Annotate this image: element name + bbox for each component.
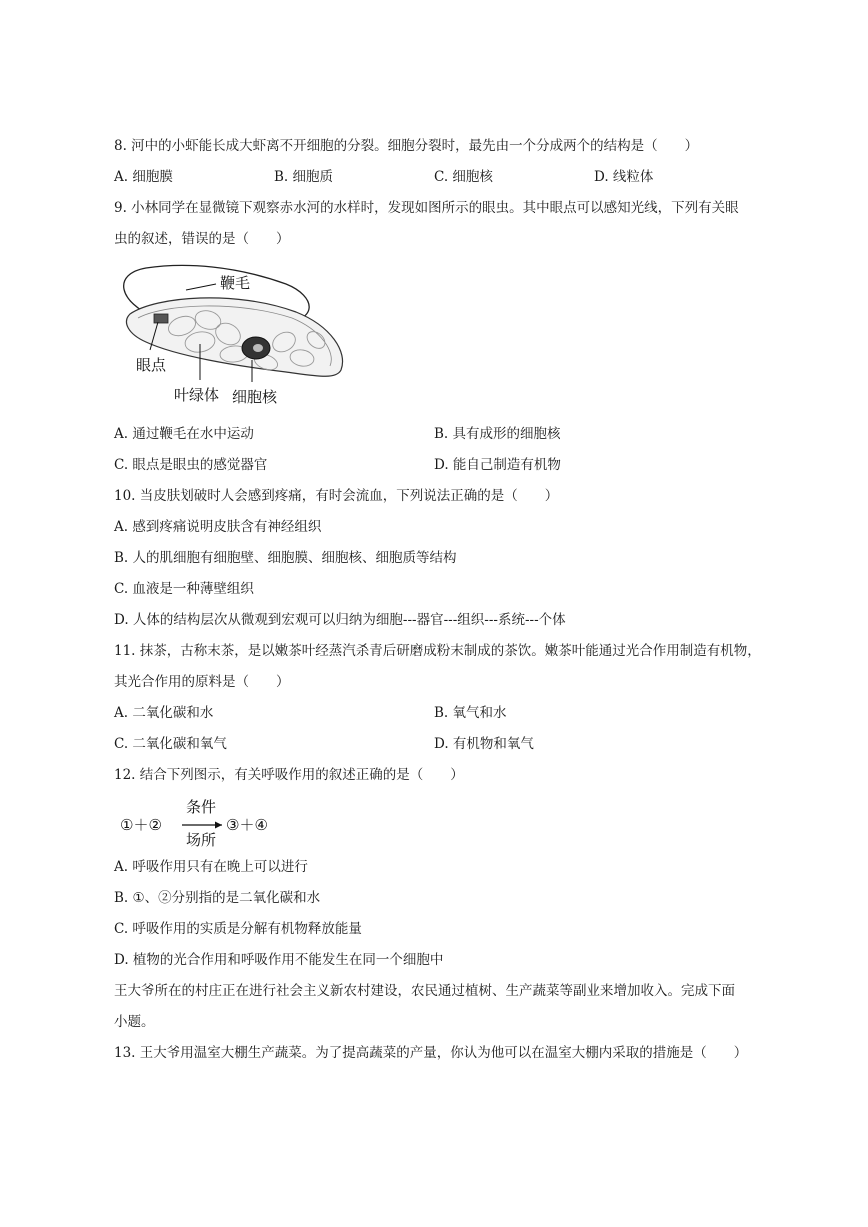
q11-stem-line1: 11. 抹茶，古称末茶，是以嫩茶叶经蒸汽杀青后研磨成粉末制成的茶饮。嫩茶叶能通过光合作用制造有机物， bbox=[114, 643, 761, 659]
passage-line1: 王大爷所在的村庄正在进行社会主义新农村建设，农民通过植树、生产蔬菜等副业来增加收入。完成下面 bbox=[114, 983, 735, 999]
q8-option-a: A. 细胞膜 bbox=[114, 169, 173, 185]
q10-stem: 10. 当皮肤划破时人会感到疼痛，有时会流血，下列说法正确的是（ ） bbox=[114, 488, 559, 504]
q10-option-c: C. 血液是一种薄壁组织 bbox=[114, 581, 254, 597]
q9-stem-line2: 虫的叙述，错误的是（ ） bbox=[114, 231, 290, 247]
q11-option-b: B. 氧气和水 bbox=[434, 705, 507, 721]
q12-option-d: D. 植物的光合作用和呼吸作用不能发生在同一个细胞中 bbox=[114, 952, 444, 968]
q11-stem-line2: 其光合作用的原料是（ ） bbox=[114, 674, 290, 690]
label-flagellum: 鞭毛 bbox=[220, 274, 251, 292]
label-eyespot: 眼点 bbox=[136, 356, 167, 374]
q9-option-c: C. 眼点是眼虫的感觉器官 bbox=[114, 457, 268, 473]
q8-option-c: C. 细胞核 bbox=[434, 169, 493, 185]
q12-option-b: B. ①、②分别指的是二氧化碳和水 bbox=[114, 890, 321, 906]
equation-right: ③＋④ bbox=[226, 816, 268, 834]
q8-stem: 8. 河中的小虾能长成大虾离不开细胞的分裂。细胞分裂时，最先由一个分成两个的结构是（ ） bbox=[114, 138, 699, 154]
q8-option-d: D. 线粒体 bbox=[594, 169, 654, 185]
passage-line2: 小题。 bbox=[114, 1014, 155, 1030]
q9-option-a: A. 通过鞭毛在水中运动 bbox=[114, 426, 254, 442]
q11-option-a: A. 二氧化碳和水 bbox=[114, 705, 214, 721]
q13-stem: 13. 王大爷用温室大棚生产蔬菜。为了提高蔬菜的产量，你认为他可以在温室大棚内采取的措施是（ ） bbox=[114, 1045, 748, 1061]
eyespot bbox=[154, 314, 168, 323]
q10-option-a: A. 感到疼痛说明皮肤含有神经组织 bbox=[114, 519, 322, 535]
q8-option-b: B. 细胞质 bbox=[274, 169, 334, 185]
q10-option-d: D. 人体的结构层次从微观到宏观可以归纳为细胞---器官---组织---系统---个体 bbox=[114, 612, 566, 628]
respiration-equation bbox=[118, 796, 288, 852]
flagellum-leader bbox=[186, 284, 216, 290]
q11-option-c: C. 二氧化碳和氧气 bbox=[114, 736, 227, 752]
q12-option-a: A. 呼吸作用只有在晚上可以进行 bbox=[114, 859, 308, 875]
arrow-location: 场所 bbox=[186, 831, 217, 849]
equation-left: ①＋② bbox=[120, 816, 162, 834]
euglena-diagram bbox=[116, 262, 356, 410]
q9-option-d: D. 能自己制造有机物 bbox=[434, 457, 561, 473]
label-nucleus: 细胞核 bbox=[232, 388, 278, 406]
arrow-condition: 条件 bbox=[186, 798, 217, 816]
q12-option-c: C. 呼吸作用的实质是分解有机物释放能量 bbox=[114, 921, 362, 937]
q11-option-d: D. 有机物和氧气 bbox=[434, 736, 534, 752]
q9-option-b: B. 具有成形的细胞核 bbox=[434, 426, 561, 442]
q12-stem: 12. 结合下列图示，有关呼吸作用的叙述正确的是（ ） bbox=[114, 767, 464, 783]
q10-option-b: B. 人的肌细胞有细胞壁、细胞膜、细胞核、细胞质等结构 bbox=[114, 550, 457, 566]
arrow-head-icon bbox=[215, 822, 222, 829]
label-chloroplast: 叶绿体 bbox=[174, 386, 220, 404]
q9-stem-line1: 9. 小林同学在显微镜下观察赤水河的水样时，发现如图所示的眼虫。其中眼点可以感知光线，下列有关眼 bbox=[114, 200, 739, 216]
